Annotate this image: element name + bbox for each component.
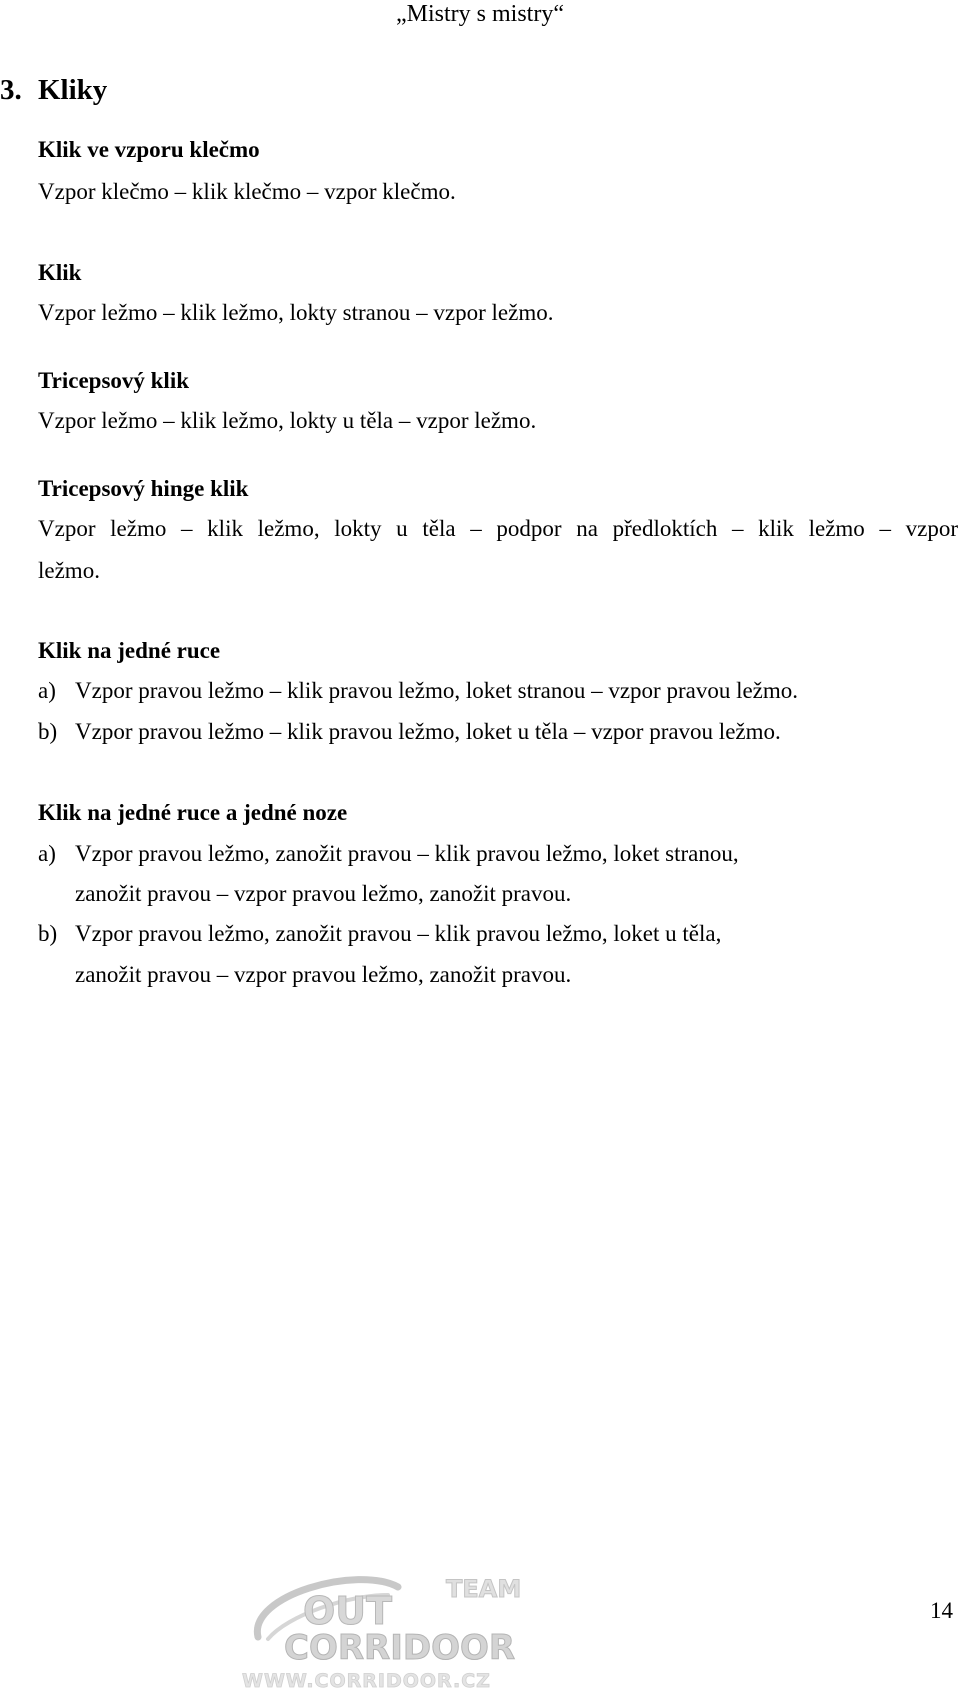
logo-url: WWW.CORRIDOOR.CZ bbox=[242, 1670, 491, 1692]
corridoor-logo-graphic bbox=[238, 1555, 598, 1693]
item-label: b) bbox=[38, 719, 58, 744]
item-text: Vzpor pravou ležmo – klik pravou ležmo, loket stranou – vzpor pravou ležmo. bbox=[75, 678, 799, 703]
corridoor-logo bbox=[238, 1555, 598, 1693]
logo-word-corridoor: CORRIDOOR bbox=[284, 1628, 516, 1668]
section-number: 3. bbox=[0, 74, 22, 106]
exercise-title: Klik na jedné ruce bbox=[38, 638, 221, 663]
logo-word-out: OUT bbox=[303, 1589, 393, 1633]
logo-word-team: TEAM bbox=[446, 1575, 522, 1603]
section-title-text: Kliky bbox=[38, 74, 108, 106]
page-header: „Mistry s mistry“ bbox=[396, 1, 564, 27]
exercise-title: Klik bbox=[38, 260, 82, 285]
exercise-title: Klik na jedné ruce a jedné noze bbox=[38, 800, 348, 825]
item-text: Vzpor pravou ležmo – klik pravou ležmo, loket u těla – vzpor pravou ležmo. bbox=[75, 719, 781, 744]
exercise-text: Vzpor ležmo – klik ležmo, lokty u těla – vzpor ležmo. bbox=[38, 408, 537, 433]
item-text-continuation: zanožit pravou – vzpor pravou ležmo, zanožit pravou. bbox=[75, 962, 572, 987]
list-item bbox=[38, 920, 721, 948]
item-text-continuation: zanožit pravou – vzpor pravou ležmo, zanožit pravou. bbox=[75, 881, 572, 906]
item-label: b) bbox=[38, 921, 58, 946]
list-item bbox=[38, 677, 798, 705]
item-text: Vzpor pravou ležmo, zanožit pravou – klik pravou ležmo, loket stranou, bbox=[75, 841, 739, 866]
item-text: Vzpor pravou ležmo, zanožit pravou – klik pravou ležmo, loket u těla, bbox=[75, 921, 722, 946]
section-title bbox=[0, 73, 107, 107]
exercise-title: Tricepsový klik bbox=[38, 368, 190, 393]
exercise-title: Tricepsový hinge klik bbox=[38, 476, 249, 501]
page-number: 14 bbox=[930, 1598, 953, 1623]
list-item bbox=[38, 718, 781, 746]
item-label: a) bbox=[38, 841, 56, 866]
exercise-text: Vzpor klečmo – klik klečmo – vzpor klečmo. bbox=[38, 179, 456, 204]
exercise-text: Vzpor ležmo – klik ležmo, lokty u těla – podpor na předloktích – klik ležmo – vzpor bbox=[38, 516, 958, 541]
exercise-text: Vzpor ležmo – klik ležmo, lokty stranou – vzpor ležmo. bbox=[38, 300, 554, 325]
exercise-text-continuation: ležmo. bbox=[38, 558, 100, 583]
list-item bbox=[38, 840, 739, 868]
item-label: a) bbox=[38, 678, 56, 703]
exercise-title: Klik ve vzporu klečmo bbox=[38, 137, 260, 162]
